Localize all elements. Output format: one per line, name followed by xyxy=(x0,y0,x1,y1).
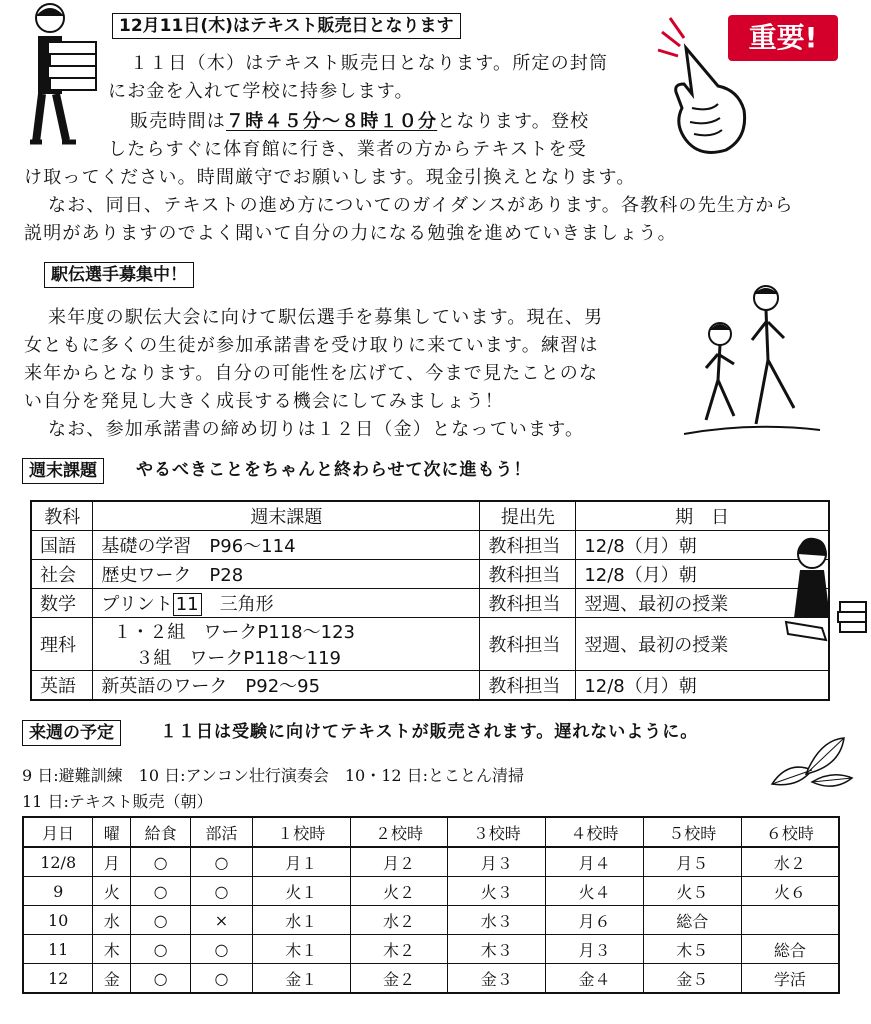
important-badge: 重要! xyxy=(728,15,838,61)
table-row: 英語 新英語のワーク P92～95 教科担当 12/8（月）朝 xyxy=(31,671,829,701)
header-task: 週末課題 xyxy=(93,501,480,531)
sale-heading: 12月11日(木)はテキスト販売日となります xyxy=(112,13,461,39)
homework-table xyxy=(30,500,830,701)
studying-student-illustration xyxy=(782,532,870,650)
sale-paragraph-3: なお、同日、テキストの進め方についてのガイダンスがあります。各教科の先生方から 説明がありますのでよく聞いて自分の力になる勉強を進めていきましょう。 xyxy=(24,195,794,244)
table-row: 10 水 ○ × 水１ 水２ 水３ 月６ 総合 xyxy=(23,906,839,935)
header-due: 期 日 xyxy=(576,501,829,531)
table-row: 9 火 ○ ○ 火１ 火２ 火３ 火４ 火５ 火６ xyxy=(23,877,839,906)
print-number: 11 xyxy=(173,593,202,616)
nextweek-note: １１日は受験に向けてテキストが販売されます。遅れないように。 xyxy=(160,722,699,742)
homework-header-row xyxy=(31,501,829,531)
table-row: 数学 プリント 11 三角形 教科担当 翌週、最初の授業 xyxy=(31,589,829,618)
sale-paragraph-1: １１日（木）はテキスト販売日となります。所定の封筒 にお金を入れて学校に持参します。 xyxy=(108,53,609,102)
ekiden-heading: 駅伝選手募集中！ xyxy=(44,262,194,288)
table-row: 理科 １・２組 ワークP118～123 ３組 ワークP118～119 教科担当 翌週、最初の授業 xyxy=(31,618,829,671)
table-row: 社会 歴史ワーク P28 教科担当 12/8（月）朝 xyxy=(31,560,829,589)
student-carrying-books-illustration xyxy=(22,2,102,152)
table-row: 12 金 ○ ○ 金１ 金２ 金３ 金４ 金５ 学活 xyxy=(23,964,839,994)
homework-subtitle: やるべきことをちゃんと終わらせて次に進もう！ xyxy=(136,460,532,480)
sale-time: ７時４５分～８時１０分 xyxy=(226,111,438,132)
nextweek-heading: 来週の予定 xyxy=(22,720,121,746)
leaves-illustration xyxy=(768,730,854,792)
schedule-header-row: 月日 曜 給食 部活 １校時 ２校時 ３校時 ４校時 ５校時 ６校時 xyxy=(23,817,839,847)
table-row: 国語 基礎の学習 P96～114 教科担当 12/8（月）朝 xyxy=(31,531,829,560)
homework-heading: 週末課題 xyxy=(22,458,104,484)
nextweek-events: 9 日:避難訓練 10 日:アンコン壮行演奏会 10・12 日:とことん清掃 11 日:テキスト販売（朝） xyxy=(22,766,525,811)
sale-paragraph-2: 販売時間は７時４５分～８時１０分となります。登校 したらすぐに体育館に行き、業者の方からテキストを受 け取ってください。時間厳守でお願いします。現金引換えとなります。 xyxy=(24,111,636,188)
ekiden-paragraph: 来年度の駅伝大会に向けて駅伝選手を募集しています。現在、男 女ともに多くの生徒が参加承諾書を受け取りに来ています。練習は 来年からとなります。自分の可能性を広げて、今まで見たことのな い自分を発見し大きく成長する機会にしてみましょう！ なお、参加承諾書の締め切りは１２日（金）となっています。 xyxy=(24,307,604,440)
runners-illustration xyxy=(682,284,822,440)
table-row: 11 木 ○ ○ 木１ 木２ 木３ 月３ 木５ 総合 xyxy=(23,935,839,964)
table-row: 12/8 月 ○ ○ 月１ 月２ 月３ 月４ 月５ 水２ xyxy=(23,847,839,877)
header-submit-to: 提出先 xyxy=(480,501,576,531)
header-subject: 教科 xyxy=(31,501,93,531)
schedule-table xyxy=(22,816,840,994)
